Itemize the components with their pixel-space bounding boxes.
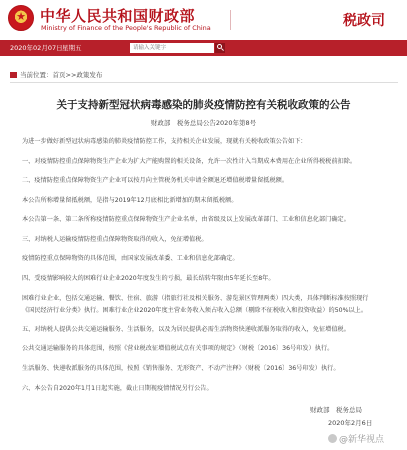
current-weekday: 星期五 [62,44,82,52]
article-title: 关于支持新型冠状病毒感染的肺炎疫情防控有关税收政策的公告 [56,99,351,111]
site-header [0,0,407,38]
signature-organization: 财政部 税务总局 [310,406,362,414]
article-paragraph: 困难行业企业，包括交通运输、餐饮、住宿、旅游（指旅行社及相关服务、游览景区管理两类）四大类，具体判断标准按照现行 [22,295,369,302]
search-icon-handle [221,48,224,51]
breadcrumb-divider [10,82,398,83]
article-paragraph: 三、对纳税人运输疫情防控重点保障物资取得的收入，免征增值税。 [22,236,208,243]
ministry-name-cn: 中华人民共和国财政部 [40,7,196,25]
department-name: 税政司 [343,13,385,29]
current-date: 2020年02月07日 [10,44,63,52]
top-toolbar [0,40,407,56]
article-paragraph: 公共交通运输服务的具体范围，按照《营业税改征增值税试点有关事项的规定》（财税〔2016〕36号印发）执行。 [22,345,334,352]
article-paragraph: 五、对纳税人提供公共交通运输服务、生活服务，以及为居民提供必需生活物资快递收派服务取得的收入，免征增值税。 [22,326,350,333]
weibo-watermark [328,432,384,445]
article-paragraph: 二、疫情防控重点保障物资生产企业可以按月向主管税务机关申请全额退还增值税增量留抵税额。 [22,177,289,184]
article-paragraph: 生活服务、快递收派服务的具体范围，按照《销售服务、无形资产、不动产注释》（财税〔2016〕36号印发）执行。 [22,365,340,372]
article-paragraph: 为进一步做好新型冠状病毒感染的肺炎疫情防控工作，支持相关企业发展，现就有关税收政策公告如下： [22,138,307,145]
article-paragraph: 疫情防控重点保障物资的具体范围，由国家发展改革委、工业和信息化部确定。 [22,255,239,262]
breadcrumb-text[interactable]: 当前位置：首页>>政策发布 [20,71,103,79]
article-paragraph: 六、本公告自2020年1月1日起实施，截止日期视疫情情况另行公告。 [22,385,213,392]
search-button[interactable] [215,43,225,53]
article-paragraph: 一、对疫情防控重点保障物资生产企业为扩大产能购置的相关设备，允许一次性计入当期成本费用在企业所得税税前扣除。 [22,158,357,165]
ministry-name-en: Ministry of Finance of the People's Republic of China [41,24,211,32]
watermark-text: @新华视点 [339,435,385,445]
document-number: 财政部 税务总局公告2020年第8号 [150,119,257,127]
article-paragraph: 本公告第一条、第二条所称疫情防控重点保障物资生产企业名单，由省级及以上发展改革部门、工业和信息化部门确定。 [22,216,350,223]
breadcrumb [10,70,102,79]
header-divider [230,10,231,30]
article-paragraph: 四、受疫情影响较大的困难行业企业2020年度发生的亏损，最长结转年限由5年延长至8年。 [22,275,275,282]
weibo-icon [328,434,337,443]
national-emblem-logo: ★ [8,5,34,31]
search-input[interactable] [130,43,214,53]
signature-date: 2020年2月6日 [328,419,373,427]
article-paragraph: 《国民经济行业分类》执行。困难行业企业2020年度主营业务收入须占收入总额（剔除不征税收入和投资收益）的50%以上。 [22,307,368,314]
article-paragraph: 本公告所称增量留抵税额，是指与2019年12月底相比新增加的期末留抵税额。 [22,197,238,204]
home-icon [10,72,17,78]
